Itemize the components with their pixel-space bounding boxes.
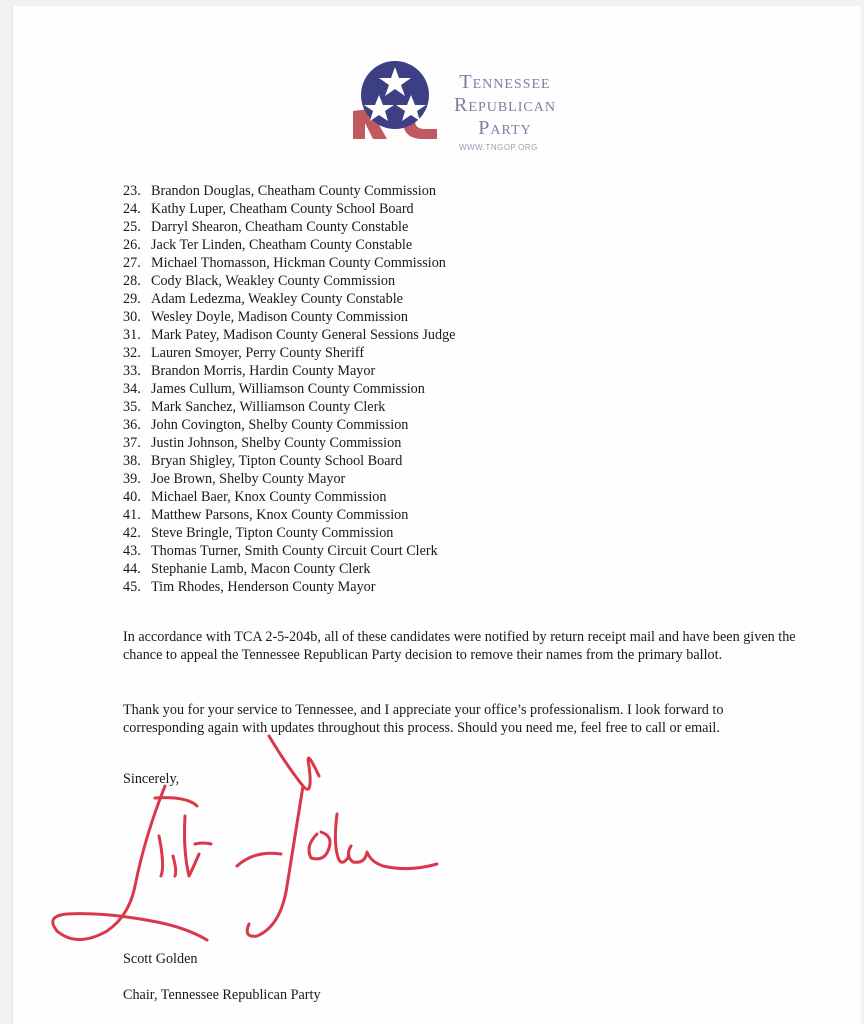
list-item: 44. Stephanie Lamb, Macon County Clerk [123, 561, 371, 577]
list-item: 45. Tim Rhodes, Henderson County Mayor [123, 579, 376, 595]
logo-line-3: Party [478, 117, 532, 139]
party-logo-emblem [343, 61, 443, 161]
logo-line-1: Tennessee [459, 71, 551, 93]
list-item: 35. Mark Sanchez, Williamson County Clerk [123, 399, 386, 415]
list-item: 39. Joe Brown, Shelby County Mayor [123, 471, 346, 487]
list-item: 29. Adam Ledezma, Weakley County Constable [123, 291, 403, 307]
list-item: 31. Mark Patey, Madison County General Sessions Judge [123, 327, 456, 343]
notice-paragraph: In accordance with TCA 2-5-204b, all of these candidates were notified by return receipt mail and have been given the chance to appeal the Tennessee Republican Party decision to remove their names from the primary ballot. [123, 629, 796, 664]
list-item: 27. Michael Thomasson, Hickman County Commission [123, 255, 446, 271]
candidate-list [123, 182, 455, 596]
list-item: 38. Bryan Shigley, Tipton County School Board [123, 453, 403, 469]
thanks-paragraph: Thank you for your service to Tennessee, and I appreciate your office’s professionalism. I look forward to corresponding again with updates throughout this process. Should you need me, feel free to call or email. [123, 702, 724, 737]
signer-name: Scott Golden [123, 951, 198, 967]
list-item: 43. Thomas Turner, Smith County Circuit Court Clerk [123, 543, 438, 559]
list-item: 30. Wesley Doyle, Madison County Commission [123, 309, 408, 325]
signer-title: Chair, Tennessee Republican Party [123, 987, 321, 1003]
list-item: 23. Brandon Douglas, Cheatham County Commission [123, 183, 436, 199]
list-item: 33. Brandon Morris, Hardin County Mayor [123, 363, 376, 379]
list-item: 41. Matthew Parsons, Knox County Commission [123, 507, 409, 523]
list-item: 34. James Cullum, Williamson County Commission [123, 381, 425, 397]
handwritten-signature [37, 726, 457, 966]
list-item: 25. Darryl Shearon, Cheatham County Constable [123, 219, 409, 235]
list-item: 32. Lauren Smoyer, Perry County Sheriff [123, 345, 365, 361]
party-logo [343, 61, 583, 161]
list-item: 24. Kathy Luper, Cheatham County School Board [123, 201, 414, 217]
list-item: 36. John Covington, Shelby County Commission [123, 417, 409, 433]
list-item: 40. Michael Baer, Knox County Commission [123, 489, 387, 505]
letter-page [12, 6, 861, 1024]
closing-salutation: Sincerely, [123, 771, 180, 787]
list-item: 28. Cody Black, Weakley County Commission [123, 273, 396, 289]
logo-line-2: Republican [454, 94, 556, 116]
list-item: 37. Justin Johnson, Shelby County Commission [123, 435, 402, 451]
list-item: 42. Steve Bringle, Tipton County Commission [123, 525, 394, 541]
website-url: WWW.TNGOP.ORG [459, 143, 538, 152]
party-logo-wordmark [441, 71, 569, 140]
list-item: 26. Jack Ter Linden, Cheatham County Constable [123, 237, 413, 253]
